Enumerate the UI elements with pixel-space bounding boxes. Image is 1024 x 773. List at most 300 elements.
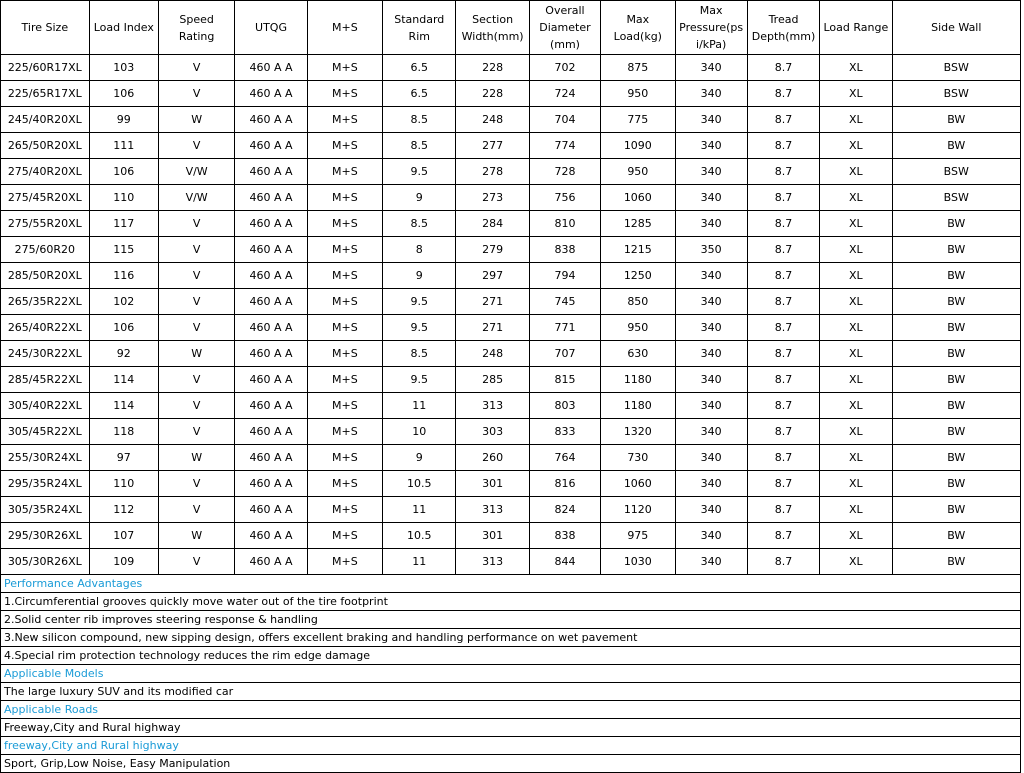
cell-m-s: M+S — [307, 133, 382, 159]
cell-tire-size: 275/60R20 — [1, 237, 90, 263]
cell-m-s: M+S — [307, 471, 382, 497]
cell-overall-diameter: 764 — [529, 445, 600, 471]
cell-load-range: XL — [820, 237, 892, 263]
cell-section-width: 285 — [456, 367, 529, 393]
cell-standard-rim: 9.5 — [383, 367, 456, 393]
cell-section-width: 228 — [456, 55, 529, 81]
table-row — [1, 367, 1021, 393]
column-header-line: i/kPa) — [696, 38, 727, 51]
note-text: 3.New silicon compound, new sipping design, offers excellent braking and handling performance on wet pavement — [1, 629, 1021, 647]
cell-overall-diameter: 844 — [529, 549, 600, 575]
note-row — [1, 719, 1021, 737]
column-header-section-width — [456, 1, 529, 55]
cell-load-index: 107 — [89, 523, 158, 549]
cell-utqg: 460 A A — [235, 133, 307, 159]
cell-load-range: XL — [820, 133, 892, 159]
table-row — [1, 419, 1021, 445]
cell-load-index: 117 — [89, 211, 158, 237]
cell-utqg: 460 A A — [235, 549, 307, 575]
cell-section-width: 313 — [456, 393, 529, 419]
cell-tread-depth: 8.7 — [747, 211, 819, 237]
table-row — [1, 133, 1021, 159]
cell-speed-rating: V — [158, 471, 234, 497]
cell-overall-diameter: 815 — [529, 367, 600, 393]
cell-m-s: M+S — [307, 211, 382, 237]
cell-utqg: 460 A A — [235, 289, 307, 315]
cell-m-s: M+S — [307, 419, 382, 445]
cell-standard-rim: 8.5 — [383, 107, 456, 133]
column-header-line: Rating — [178, 29, 215, 43]
cell-max-load: 975 — [601, 523, 675, 549]
cell-utqg: 460 A A — [235, 523, 307, 549]
cell-max-load: 1030 — [601, 549, 675, 575]
cell-standard-rim: 8.5 — [383, 341, 456, 367]
cell-overall-diameter: 810 — [529, 211, 600, 237]
cell-speed-rating: V/W — [158, 159, 234, 185]
cell-standard-rim: 8.5 — [383, 133, 456, 159]
cell-side-wall: BW — [892, 445, 1020, 471]
cell-max-load: 1060 — [601, 471, 675, 497]
cell-tread-depth: 8.7 — [747, 55, 819, 81]
table-row — [1, 341, 1021, 367]
column-header-max-load — [601, 1, 675, 55]
cell-section-width: 279 — [456, 237, 529, 263]
cell-load-index: 97 — [89, 445, 158, 471]
cell-utqg: 460 A A — [235, 393, 307, 419]
cell-tread-depth: 8.7 — [747, 523, 819, 549]
cell-load-range: XL — [820, 445, 892, 471]
note-row — [1, 575, 1021, 593]
cell-speed-rating: W — [158, 107, 234, 133]
cell-overall-diameter: 702 — [529, 55, 600, 81]
cell-overall-diameter: 707 — [529, 341, 600, 367]
column-header-line: (mm) — [549, 38, 580, 51]
cell-section-width: 248 — [456, 341, 529, 367]
cell-max-pressure: 340 — [675, 549, 747, 575]
cell-overall-diameter: 704 — [529, 107, 600, 133]
cell-load-index: 103 — [89, 55, 158, 81]
cell-tread-depth: 8.7 — [747, 419, 819, 445]
cell-standard-rim: 8 — [383, 237, 456, 263]
cell-load-index: 115 — [89, 237, 158, 263]
cell-speed-rating: V — [158, 549, 234, 575]
cell-standard-rim: 11 — [383, 497, 456, 523]
cell-utqg: 460 A A — [235, 341, 307, 367]
cell-tire-size: 255/30R24XL — [1, 445, 90, 471]
cell-section-width: 271 — [456, 289, 529, 315]
cell-tire-size: 285/45R22XL — [1, 367, 90, 393]
column-header-line: Load Range — [823, 21, 889, 34]
cell-max-load: 950 — [601, 81, 675, 107]
column-header-max-pressure — [675, 1, 747, 55]
table-row — [1, 315, 1021, 341]
cell-tire-size: 225/60R17XL — [1, 55, 90, 81]
cell-load-index: 118 — [89, 419, 158, 445]
cell-max-pressure: 340 — [675, 55, 747, 81]
cell-tire-size: 305/35R24XL — [1, 497, 90, 523]
note-text: 2.Solid center rib improves steering response & handling — [1, 611, 1021, 629]
cell-m-s: M+S — [307, 497, 382, 523]
cell-tire-size: 245/30R22XL — [1, 341, 90, 367]
cell-tire-size: 245/40R20XL — [1, 107, 90, 133]
column-header-line: M+S — [332, 21, 358, 34]
cell-max-pressure: 340 — [675, 445, 747, 471]
column-header-line: Load(kg) — [613, 29, 662, 43]
cell-max-load: 1320 — [601, 419, 675, 445]
cell-speed-rating: V — [158, 55, 234, 81]
cell-speed-rating: V — [158, 497, 234, 523]
note-text: Freeway,City and Rural highway — [1, 719, 1021, 737]
note-row — [1, 755, 1021, 773]
cell-utqg: 460 A A — [235, 471, 307, 497]
column-header-tread-depth — [747, 1, 819, 55]
cell-max-pressure: 340 — [675, 367, 747, 393]
section-heading: Performance Advantages — [1, 575, 1021, 593]
cell-load-range: XL — [820, 107, 892, 133]
cell-side-wall: BW — [892, 107, 1020, 133]
cell-m-s: M+S — [307, 523, 382, 549]
cell-load-range: XL — [820, 419, 892, 445]
cell-side-wall: BW — [892, 341, 1020, 367]
cell-side-wall: BW — [892, 497, 1020, 523]
cell-load-range: XL — [820, 263, 892, 289]
column-header-line: Width(mm) — [461, 29, 524, 43]
table-row — [1, 523, 1021, 549]
cell-utqg: 460 A A — [235, 419, 307, 445]
cell-overall-diameter: 756 — [529, 185, 600, 211]
cell-speed-rating: V — [158, 289, 234, 315]
cell-side-wall: BW — [892, 419, 1020, 445]
cell-m-s: M+S — [307, 263, 382, 289]
table-row — [1, 263, 1021, 289]
cell-tire-size: 225/65R17XL — [1, 81, 90, 107]
cell-standard-rim: 9.5 — [383, 289, 456, 315]
table-row — [1, 393, 1021, 419]
cell-speed-rating: W — [158, 523, 234, 549]
cell-standard-rim: 10.5 — [383, 471, 456, 497]
cell-side-wall: BSW — [892, 55, 1020, 81]
cell-utqg: 460 A A — [235, 315, 307, 341]
cell-load-range: XL — [820, 159, 892, 185]
cell-section-width: 260 — [456, 445, 529, 471]
cell-load-range: XL — [820, 549, 892, 575]
column-header-m-s — [307, 1, 382, 55]
cell-max-load: 850 — [601, 289, 675, 315]
note-text: 4.Special rim protection technology reduces the rim edge damage — [1, 647, 1021, 665]
cell-speed-rating: V — [158, 263, 234, 289]
cell-load-range: XL — [820, 471, 892, 497]
table-row — [1, 211, 1021, 237]
cell-overall-diameter: 816 — [529, 471, 600, 497]
cell-max-load: 1250 — [601, 263, 675, 289]
cell-section-width: 277 — [456, 133, 529, 159]
cell-max-pressure: 340 — [675, 393, 747, 419]
cell-tire-size: 295/30R26XL — [1, 523, 90, 549]
note-row — [1, 593, 1021, 611]
cell-load-range: XL — [820, 341, 892, 367]
table-row — [1, 289, 1021, 315]
cell-max-pressure: 340 — [675, 107, 747, 133]
cell-side-wall: BSW — [892, 159, 1020, 185]
cell-overall-diameter: 803 — [529, 393, 600, 419]
cell-side-wall: BW — [892, 315, 1020, 341]
note-row — [1, 683, 1021, 701]
column-header-load-range — [820, 1, 892, 55]
cell-side-wall: BSW — [892, 185, 1020, 211]
cell-max-pressure: 340 — [675, 159, 747, 185]
cell-max-load: 630 — [601, 341, 675, 367]
cell-tread-depth: 8.7 — [747, 471, 819, 497]
cell-utqg: 460 A A — [235, 367, 307, 393]
cell-standard-rim: 6.5 — [383, 55, 456, 81]
cell-standard-rim: 6.5 — [383, 81, 456, 107]
table-row — [1, 159, 1021, 185]
cell-m-s: M+S — [307, 549, 382, 575]
cell-max-pressure: 340 — [675, 211, 747, 237]
cell-overall-diameter: 794 — [529, 263, 600, 289]
cell-max-pressure: 340 — [675, 523, 747, 549]
cell-utqg: 460 A A — [235, 497, 307, 523]
data-rows — [1, 55, 1021, 575]
cell-utqg: 460 A A — [235, 81, 307, 107]
cell-side-wall: BW — [892, 263, 1020, 289]
cell-load-index: 92 — [89, 341, 158, 367]
cell-tread-depth: 8.7 — [747, 81, 819, 107]
table-row — [1, 497, 1021, 523]
note-text: The large luxury SUV and its modified car — [1, 683, 1021, 701]
cell-m-s: M+S — [307, 341, 382, 367]
column-header-line: Rim — [408, 29, 430, 43]
cell-tire-size: 275/40R20XL — [1, 159, 90, 185]
column-header-overall-diameter — [529, 1, 600, 55]
column-header-line: Depth(mm) — [751, 29, 816, 43]
cell-standard-rim: 11 — [383, 393, 456, 419]
cell-standard-rim: 9 — [383, 445, 456, 471]
cell-load-index: 114 — [89, 393, 158, 419]
cell-utqg: 460 A A — [235, 55, 307, 81]
column-header-line: Tread — [768, 12, 799, 26]
cell-speed-rating: W — [158, 445, 234, 471]
cell-speed-rating: V — [158, 211, 234, 237]
cell-tread-depth: 8.7 — [747, 367, 819, 393]
cell-side-wall: BW — [892, 471, 1020, 497]
cell-tread-depth: 8.7 — [747, 393, 819, 419]
cell-load-index: 106 — [89, 159, 158, 185]
cell-section-width: 228 — [456, 81, 529, 107]
cell-side-wall: BW — [892, 549, 1020, 575]
column-header-line: Pressure(ps — [679, 21, 744, 34]
cell-m-s: M+S — [307, 367, 382, 393]
section-heading: Applicable Models — [1, 665, 1021, 683]
cell-tread-depth: 8.7 — [747, 133, 819, 159]
cell-side-wall: BW — [892, 211, 1020, 237]
column-header-line: Diameter — [539, 21, 591, 34]
cell-tread-depth: 8.7 — [747, 107, 819, 133]
cell-tread-depth: 8.7 — [747, 237, 819, 263]
cell-speed-rating: V — [158, 315, 234, 341]
table-row — [1, 107, 1021, 133]
cell-load-index: 102 — [89, 289, 158, 315]
cell-load-range: XL — [820, 211, 892, 237]
cell-tread-depth: 8.7 — [747, 185, 819, 211]
cell-tread-depth: 8.7 — [747, 263, 819, 289]
cell-overall-diameter: 774 — [529, 133, 600, 159]
cell-tread-depth: 8.7 — [747, 497, 819, 523]
cell-max-pressure: 340 — [675, 185, 747, 211]
cell-max-load: 950 — [601, 315, 675, 341]
cell-overall-diameter: 838 — [529, 523, 600, 549]
cell-overall-diameter: 728 — [529, 159, 600, 185]
column-header-line: Tire Size — [21, 21, 69, 34]
cell-side-wall: BW — [892, 133, 1020, 159]
cell-overall-diameter: 838 — [529, 237, 600, 263]
cell-tire-size: 275/45R20XL — [1, 185, 90, 211]
cell-section-width: 303 — [456, 419, 529, 445]
cell-side-wall: BW — [892, 523, 1020, 549]
cell-max-pressure: 350 — [675, 237, 747, 263]
column-header-standard-rim — [383, 1, 456, 55]
cell-m-s: M+S — [307, 289, 382, 315]
note-text: 1.Circumferential grooves quickly move water out of the tire footprint — [1, 593, 1021, 611]
cell-load-range: XL — [820, 81, 892, 107]
cell-standard-rim: 10.5 — [383, 523, 456, 549]
cell-standard-rim: 9.5 — [383, 315, 456, 341]
note-row — [1, 737, 1021, 755]
cell-tread-depth: 8.7 — [747, 159, 819, 185]
cell-utqg: 460 A A — [235, 263, 307, 289]
cell-utqg: 460 A A — [235, 445, 307, 471]
cell-max-load: 1090 — [601, 133, 675, 159]
cell-speed-rating: V — [158, 237, 234, 263]
cell-load-index: 114 — [89, 367, 158, 393]
cell-m-s: M+S — [307, 185, 382, 211]
column-header-line: Standard — [394, 12, 445, 26]
cell-max-load: 950 — [601, 159, 675, 185]
cell-section-width: 297 — [456, 263, 529, 289]
cell-max-pressure: 340 — [675, 471, 747, 497]
note-row — [1, 611, 1021, 629]
cell-utqg: 460 A A — [235, 211, 307, 237]
cell-load-range: XL — [820, 497, 892, 523]
table-row — [1, 445, 1021, 471]
cell-load-index: 99 — [89, 107, 158, 133]
cell-max-load: 1060 — [601, 185, 675, 211]
cell-tire-size: 295/35R24XL — [1, 471, 90, 497]
cell-max-pressure: 340 — [675, 133, 747, 159]
cell-load-range: XL — [820, 367, 892, 393]
cell-side-wall: BSW — [892, 81, 1020, 107]
cell-side-wall: BW — [892, 367, 1020, 393]
cell-section-width: 301 — [456, 523, 529, 549]
cell-utqg: 460 A A — [235, 107, 307, 133]
cell-max-pressure: 340 — [675, 341, 747, 367]
cell-max-load: 775 — [601, 107, 675, 133]
cell-load-index: 116 — [89, 263, 158, 289]
cell-tire-size: 305/45R22XL — [1, 419, 90, 445]
cell-standard-rim: 9.5 — [383, 159, 456, 185]
section-heading: freeway,City and Rural highway — [1, 737, 1021, 755]
cell-m-s: M+S — [307, 315, 382, 341]
cell-standard-rim: 10 — [383, 419, 456, 445]
column-header-line: Side Wall — [931, 21, 982, 34]
cell-load-index: 110 — [89, 471, 158, 497]
section-heading: Applicable Roads — [1, 701, 1021, 719]
cell-speed-rating: W — [158, 341, 234, 367]
cell-standard-rim: 9 — [383, 185, 456, 211]
cell-max-load: 1180 — [601, 393, 675, 419]
cell-section-width: 273 — [456, 185, 529, 211]
cell-max-pressure: 340 — [675, 419, 747, 445]
cell-standard-rim: 8.5 — [383, 211, 456, 237]
column-header-line: Section — [472, 12, 514, 26]
column-header-line: UTQG — [255, 21, 287, 34]
note-row — [1, 665, 1021, 683]
column-header-line: Speed — [179, 12, 214, 26]
cell-speed-rating: V — [158, 419, 234, 445]
header-row-group — [1, 1, 1021, 55]
cell-side-wall: BW — [892, 237, 1020, 263]
cell-tire-size: 265/40R22XL — [1, 315, 90, 341]
cell-overall-diameter: 771 — [529, 315, 600, 341]
cell-tread-depth: 8.7 — [747, 445, 819, 471]
cell-utqg: 460 A A — [235, 237, 307, 263]
note-row — [1, 629, 1021, 647]
cell-standard-rim: 9 — [383, 263, 456, 289]
cell-overall-diameter: 833 — [529, 419, 600, 445]
cell-utqg: 460 A A — [235, 185, 307, 211]
cell-load-range: XL — [820, 523, 892, 549]
cell-tire-size: 305/40R22XL — [1, 393, 90, 419]
cell-max-load: 875 — [601, 55, 675, 81]
cell-section-width: 301 — [456, 471, 529, 497]
cell-max-load: 1285 — [601, 211, 675, 237]
table-row — [1, 237, 1021, 263]
cell-load-index: 106 — [89, 315, 158, 341]
note-text: Sport, Grip,Low Noise, Easy Manipulation — [1, 755, 1021, 773]
cell-load-range: XL — [820, 185, 892, 211]
table-row — [1, 81, 1021, 107]
cell-tire-size: 285/50R20XL — [1, 263, 90, 289]
cell-standard-rim: 11 — [383, 549, 456, 575]
cell-speed-rating: V — [158, 81, 234, 107]
cell-max-pressure: 340 — [675, 263, 747, 289]
cell-load-index: 112 — [89, 497, 158, 523]
cell-section-width: 284 — [456, 211, 529, 237]
table-row — [1, 55, 1021, 81]
cell-load-range: XL — [820, 55, 892, 81]
cell-max-pressure: 340 — [675, 81, 747, 107]
cell-overall-diameter: 745 — [529, 289, 600, 315]
header-row — [1, 1, 1021, 55]
cell-load-range: XL — [820, 393, 892, 419]
cell-m-s: M+S — [307, 81, 382, 107]
cell-load-range: XL — [820, 289, 892, 315]
cell-max-pressure: 340 — [675, 289, 747, 315]
cell-m-s: M+S — [307, 107, 382, 133]
cell-tread-depth: 8.7 — [747, 549, 819, 575]
cell-speed-rating: V/W — [158, 185, 234, 211]
cell-load-index: 109 — [89, 549, 158, 575]
cell-m-s: M+S — [307, 55, 382, 81]
column-header-line: Load Index — [93, 21, 154, 34]
table-row — [1, 185, 1021, 211]
cell-section-width: 313 — [456, 549, 529, 575]
cell-tread-depth: 8.7 — [747, 341, 819, 367]
cell-max-pressure: 340 — [675, 315, 747, 341]
cell-max-load: 1180 — [601, 367, 675, 393]
cell-load-index: 111 — [89, 133, 158, 159]
cell-tire-size: 265/50R20XL — [1, 133, 90, 159]
